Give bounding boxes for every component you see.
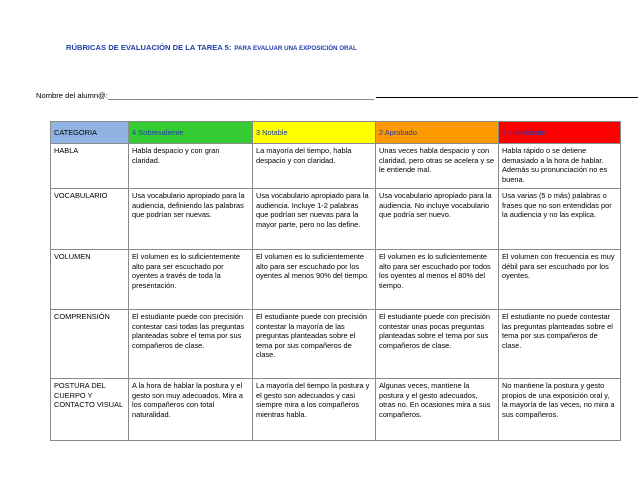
criterion-cell: HABLA xyxy=(51,144,129,189)
level-1-cell: El volumen con frecuencia es muy débil para ser escuchado por los oyentes. xyxy=(499,250,621,310)
student-name-field[interactable] xyxy=(36,89,638,100)
criterion-cell: POSTURA DEL CUERPO Y CONTACTO VISUAL xyxy=(51,379,129,441)
level-2-cell: El volumen es lo suficientemente alto para ser escuchado por todos los oyentes al menos el 80% del tiempo. xyxy=(376,250,499,310)
header-level-1: 1 Insuficiente xyxy=(499,122,621,144)
level-4-cell: El volumen es lo suficientemente alto para ser escuchado por oyentes a través de toda la presentación. xyxy=(129,250,253,310)
criterion-cell: VOCABULARIO xyxy=(51,189,129,250)
table-row xyxy=(51,189,621,250)
student-name-label: Nombre del alumn@:_______________________________________________________________ xyxy=(36,91,374,100)
table-row xyxy=(51,379,621,441)
header-category: CATEGORIA xyxy=(51,122,129,144)
level-3-cell: El estudiante puede con precisión contestar la mayoría de las preguntas planteadas sobre el tema por sus compañeros de clase. xyxy=(253,310,376,379)
title-main: RÚBRICAS DE EVALUACIÓN DE LA TAREA 5: xyxy=(66,43,232,52)
level-1-cell: El estudiante no puede contestar las preguntas planteadas sobre el tema por sus compañeros de clase. xyxy=(499,310,621,379)
level-1-cell: Habla rápido o se detiene demasiado a la hora de hablar. Además su pronunciación no es buena. xyxy=(499,144,621,189)
level-4-cell: El estudiante puede con precisión contestar casi todas las preguntas planteadas sobre el tema por sus compañeros de clase. xyxy=(129,310,253,379)
header-level-3: 3 Notable xyxy=(253,122,376,144)
level-3-cell: El volumen es lo suficientemente alto para ser escuchado por los oyentes al menos 90% del tiempo. xyxy=(253,250,376,310)
level-1-cell: Usa varias (5 o más) palabras o frases que no son entendidas por la audiencia y no las explica. xyxy=(499,189,621,250)
level-2-cell: Usa vocabulario apropiado para la audiencia. No incluye vocabulario que podría ser nuevo. xyxy=(376,189,499,250)
level-2-cell: Algunas veces, mantiene la postura y el gesto adecuados, otras no. En ocasiones mira a sus compañeros. xyxy=(376,379,499,441)
level-1-cell: No mantiene la postura y gesto propios de una exposición oral y, la mayoría de las veces, no mira a sus compañeros. xyxy=(499,379,621,441)
level-4-cell: Usa vocabulario apropiado para la audiencia, definiendo las palabras que podrían ser nuevas. xyxy=(129,189,253,250)
level-2-cell: El estudiante puede con precisión contestar unas pocas preguntas planteadas sobre el tema por sus compañeros de clase. xyxy=(376,310,499,379)
level-4-cell: A la hora de hablar la postura y el gesto son muy adecuados. Mira a los compañeros con total naturalidad. xyxy=(129,379,253,441)
criterion-cell: COMPRENSIÓN xyxy=(51,310,129,379)
header-level-2: 2 Aprobado xyxy=(376,122,499,144)
title-subtitle: PARA EVALUAR UNA EXPOSICIÓN ORAL xyxy=(234,45,357,52)
table-row xyxy=(51,250,621,310)
criterion-cell: VOLUMEN xyxy=(51,250,129,310)
document-title xyxy=(66,43,357,52)
rubric-table xyxy=(50,121,621,441)
table-row xyxy=(51,310,621,379)
level-3-cell: La mayoría del tiempo la postura y el gesto son adecuados y casi siempre mira a los compañeros mientras habla. xyxy=(253,379,376,441)
header-row xyxy=(51,122,621,144)
header-level-4: 4 Sobresaliente xyxy=(129,122,253,144)
student-name-line[interactable] xyxy=(376,89,638,98)
level-3-cell: Usa vocabulario apropiado para la audiencia. Incluye 1-2 palabras que podrían ser nuevas para la mayor parte, pero no las define. xyxy=(253,189,376,250)
table-row xyxy=(51,144,621,189)
level-4-cell: Habla despacio y con gran claridad. xyxy=(129,144,253,189)
level-2-cell: Unas veces habla despacio y con claridad, pero otras se acelera y se le entiende mal. xyxy=(376,144,499,189)
level-3-cell: La mayoría del tiempo, habla despacio y con claridad. xyxy=(253,144,376,189)
